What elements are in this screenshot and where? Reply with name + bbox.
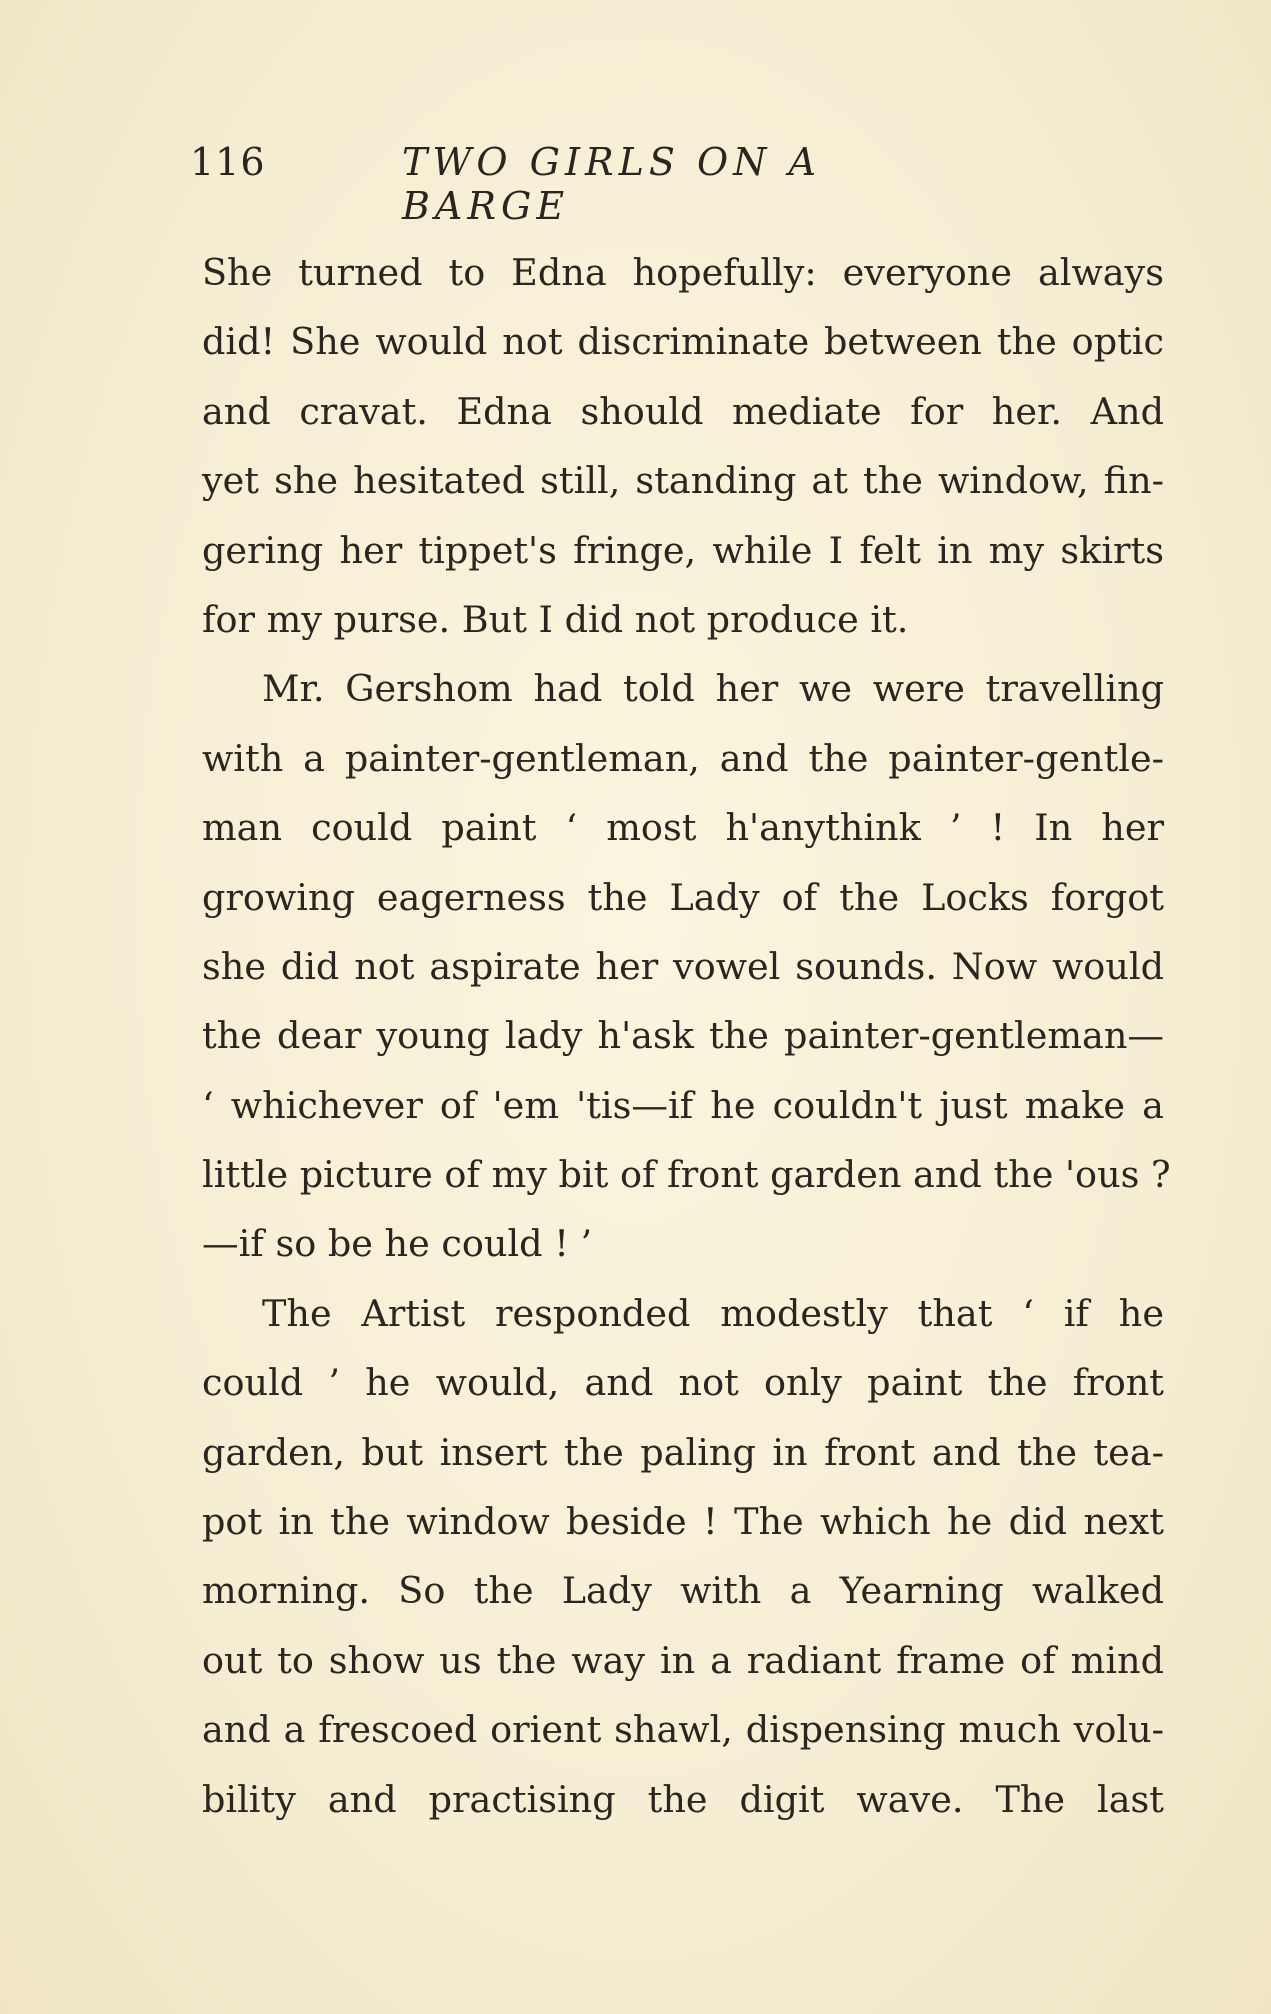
text-line: ‘ whichever of 'em 'tis—if he couldn't just make a <box>202 1083 1164 1127</box>
text-line: bility and practising the digit wave. The last <box>202 1777 1164 1821</box>
running-head <box>190 140 960 228</box>
text-line: pot in the window beside ! The which he did next <box>202 1500 1164 1544</box>
text-line: morning. So the Lady with a Yearning walked <box>202 1569 1164 1613</box>
text-line: with a painter-gentleman, and the painter-gentle- <box>202 736 1164 780</box>
text-line: could ’ he would, and not only paint the front <box>202 1361 1164 1405</box>
text-line: Mr. Gershom had told her we were travelling <box>262 667 1164 711</box>
text-line: growing eagerness the Lady of the Locks forgot <box>202 875 1164 919</box>
page-number: 116 <box>190 140 266 184</box>
text-line: garden, but insert the paling in front and the tea- <box>202 1430 1164 1474</box>
text-line: gering her tippet's fringe, while I felt in my skirts <box>202 528 1164 572</box>
text-line: out to show us the way in a radiant frame of mind <box>202 1638 1164 1682</box>
text-line: man could paint ‘ most h'anythink ’ ! In her <box>202 806 1164 850</box>
text-line: —if so be he could ! ’ <box>202 1222 593 1266</box>
text-line: did! She would not discriminate between the optic <box>202 320 1164 364</box>
body-text <box>202 238 1171 1834</box>
text-line: she did not aspirate her vowel sounds. Now would <box>202 944 1164 988</box>
text-line: yet she hesitated still, standing at the window, fin- <box>202 459 1164 503</box>
text-line: She turned to Edna hopefully: everyone always <box>202 251 1164 294</box>
text-line: The Artist responded modestly that ‘ if he <box>262 1291 1164 1335</box>
text-line: the dear young lady h'ask the painter-gentleman— <box>202 1014 1164 1058</box>
text-line: and a frescoed orient shawl, dispensing much volu- <box>202 1708 1164 1752</box>
running-title: TWO GIRLS ON A BARGE <box>402 140 821 228</box>
text-line: and cravat. Edna should mediate for her. And <box>202 389 1164 433</box>
text-line: for my purse. But I did not produce it. <box>202 597 909 641</box>
text-line: little picture of my bit of front garden and the 'ous ? <box>202 1153 1171 1197</box>
